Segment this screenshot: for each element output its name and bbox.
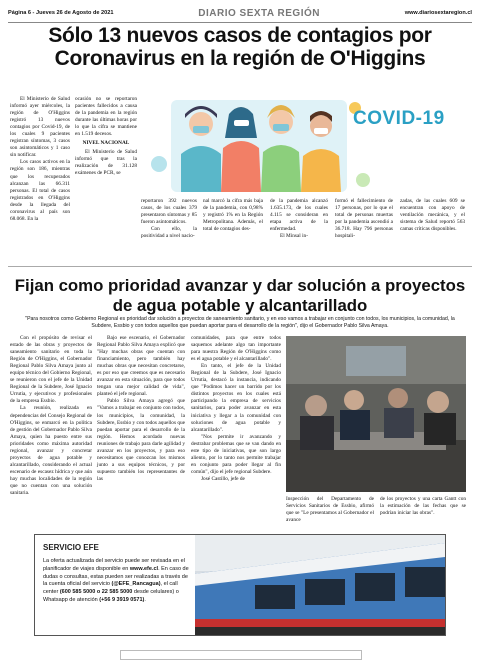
page-date: Página 6 - Jueves 26 de Agosto de 2021 [8, 10, 114, 16]
efe-twitter-account[interactable]: (@EFE_Rancagua) [111, 581, 161, 588]
article1-bottom-p7: zadas, de las cuales 609 se encuentran con apoyo de ventilación mecánica, y el sistema de Salud reportó 563 camas críticas disponibles. [400, 198, 465, 233]
article1-bottom-col3 [270, 198, 328, 240]
article2-col3-p1: comunidades, para que entre todos saquemos adelante algo tan importante para nuestra Región de O'Higgins como es el agua potable y el alcantarillado". [191, 335, 281, 363]
article1-bottom-p6: formó el fallecimiento de 17 personas, por lo que el total de personas muertas por la pandemia ascendió a 36.718. Hay 796 personas hospitali- [335, 198, 393, 240]
article2-lead: "Para nosotros como Gobierno Regional es prioridad dar solución a proyectos de saneamiento sanitario, y en eso vamos a trabajar en conjunto con todos, los municipios, la comunidad, la Subdere, Essbio y con todos aquellos que puedan aportar para el desarrollo de la región", dijo el Gobernador Pablo Silva Amaya. [25, 316, 455, 329]
article2-col5 [380, 496, 466, 517]
footer-ad-strip [120, 650, 362, 660]
article2-col3-p3: "Nos permite ir avanzando y destrabar problemas que se van dando en este tipo de iniciativas, que son largo aliento, por lo tanto nos permite trabajar en conjunto para poder llegar al fin común", dijo el jefe regional Subdere. [191, 433, 281, 475]
website-link[interactable]: www.diariosextaregion.cl [404, 10, 472, 16]
article2-col1 [10, 335, 92, 497]
efe-text-1: La oferta actualizada del servicio puede ser revisada en el planificador de viajes disponible en [43, 558, 185, 572]
efe-service-text [35, 535, 195, 635]
article2-col3-p2: En tanto, el jefe de la Unidad Regional de la Subdere, José Ignacio Urrutia, destacó la instancia, indicando que "Podimos hacer un barrido por los distintos proyectos en los cuales está participando la empresa de servicios sanitarios, para poder avanzar en esta iniciativa y llegar a la comunidad con soluciones de agua potable y alcantarillado". [191, 363, 281, 433]
efe-text-2: . En caso de dudas o consultas, estas pueden ser realizadas a través de la cuenta oficial del servicio [43, 565, 189, 588]
article2-col2 [97, 335, 185, 483]
article2-col2-p2: Pablo Silva Amaya agregó que "Vamos a trabajar en conjunto con todos, los municipios, la comunidad, la Subdere, Essbio y con todos aquellos que puedan aportar para el desarrollo de la región. Hemos acordado nuevas reuniones de trabajo para darle agilidad y avanzar en los proyectos, y para eso necesitamos que conozcan los mismos junto a sus equipos técnicos, y por supuesto también los representantes de las [97, 398, 185, 482]
article1-bottom-p2: Con ello, la positividad a nivel nacio- [141, 226, 197, 240]
article1-bottom-p3: nal marcó la cifra más baja de la pandemia, con 0,98% y registró 1% en la Región Metropolitana. Además, el total de contagios des- [203, 198, 263, 233]
efe-service-box [34, 534, 446, 636]
efe-service-title: SERVICIO EFE [43, 543, 99, 552]
article1-col2 [75, 96, 137, 178]
newspaper-name: DIARIO SEXTA REGIÓN [198, 7, 320, 19]
meeting-image [286, 336, 466, 492]
article1-bottom-p1: reportaron 392 nuevos casos, de los cuales 379 presentaron síntomas y 85 fueron asintomáticos. [141, 198, 197, 226]
meeting-photo [286, 336, 466, 492]
article1-bottom-col2 [203, 198, 263, 233]
article1-bottom-p4: de la pandemia alcanzó 1.635.173, de los cuales 4.115 se consideran en etapa activa de la enfermedad. [270, 198, 328, 233]
article2-col3-p4: José Castillo, jefe de [201, 475, 245, 482]
article2-col3 [191, 335, 281, 483]
article1-bottom-col5 [400, 198, 465, 233]
article1-headline: Sólo 13 nuevos casos de contagios por Coronavirus en la región de O'Higgins [48, 24, 432, 70]
article2-col4-p1: Inspección del Departamento de Servicios Sanitarios de Essbio, afirmó que se "Le presentamos al Gobernador el avance [286, 496, 374, 524]
article1-col2-p1: ocasión no se reportaron pacientes fallecidos a causa de la pandemia en la región durante las últimas horas por lo que la cifra se mantiene en 1.519 decesos. [75, 96, 137, 138]
efe-text-4: desde celulares) o Whatsapp de atención [43, 589, 179, 603]
article1-col1-p1: El Ministerio de Salud informó ayer miércoles, la región de O'Higgins registró 13 nuevos contagios por Covid-19, de los cuales 9 pacientes registran síntomas, 3 casos son asintomáticos y 1 caso sin notificar. [10, 96, 70, 159]
article2-col4 [286, 496, 374, 524]
article2-col1-p2: La reunión, realizada en dependencias del Consejo Regional de O'Higgins, se enmarcó en la política de gestión del Gobernador Pablo Silva Amaya, quien ha puesto entre sus prioridades como máxima autoridad regional, avanzar y concretar proyectos de agua potable y alcantarillado, considerando el actual escenario de escasez hídrica y que aún hay muchas localidades de la región que no cuentan con una solución sanitaria. [10, 405, 92, 497]
article1-col1-p2: Los casos activos en la región son 186, mientras que los recuperados alcanzan las 66.311 personas. El total de casos registrados en O'Higgins desde la llegada del coronavirus al país son 68.068. En la [10, 159, 70, 222]
article1-subhead: NIVEL NACIONAL [82, 140, 130, 147]
page-header [8, 4, 472, 23]
article1-bottom-p5: El Minsal in- [280, 233, 308, 240]
efe-text-5: . [144, 596, 146, 603]
article-divider [8, 266, 472, 267]
efe-service-body [43, 558, 189, 605]
efe-text-3: , el call center [43, 581, 178, 596]
article1-col2-p2: El Ministerio de Salud informó que tras la realización de 31.128 exámenes de PCR, se [75, 149, 137, 177]
efe-call-center: (600 585 5000 o 22 585 5000 [59, 589, 133, 596]
article2-col1-p1: Con el propósito de revisar el estado de las obras y proyectos de saneamiento sanitario en toda la Región de O'Higgins, el Gobernador Regional Pablo Silva Amaya junto al equipo técnico del Gobierno Regional, se reunieron con el jefe de la Unidad Regional de la Subdere, José Ignacio Urrutia, y ejecutivos y profesionales de la empresa Essbio. [10, 335, 92, 405]
article2-col2-p1: Bajo ese escenario, el Gobernador Regional Pablo Silva Amaya explicó que "Hay muchas obras que cuentan con financiamiento, pero también hay muchas obras que necesitan concretarse, es por eso que creemos que es necesario avanzar en esta situación, para que todos tengan una mejor calidad de vida", planteó el jefe regional. [97, 335, 185, 398]
article1-bottom-col4 [335, 198, 393, 240]
covid-illustration [141, 94, 465, 196]
article2-headline: Fijan como prioridad avanzar y dar solución a proyectos de agua potable y alcantarillado [14, 276, 466, 315]
covid-19-label: COVID-19 [353, 108, 445, 129]
article1-bottom-col1 [141, 198, 197, 240]
article2-col5-p1: de los proyectos y una carta Gantt con la estimación de las fechas que se podrían iniciar las obras". [380, 496, 466, 517]
efe-website-link[interactable]: www.efe.cl [129, 565, 159, 572]
efe-whatsapp: (+56 9 3919 0571) [99, 596, 145, 603]
article1-col1 [10, 96, 70, 223]
